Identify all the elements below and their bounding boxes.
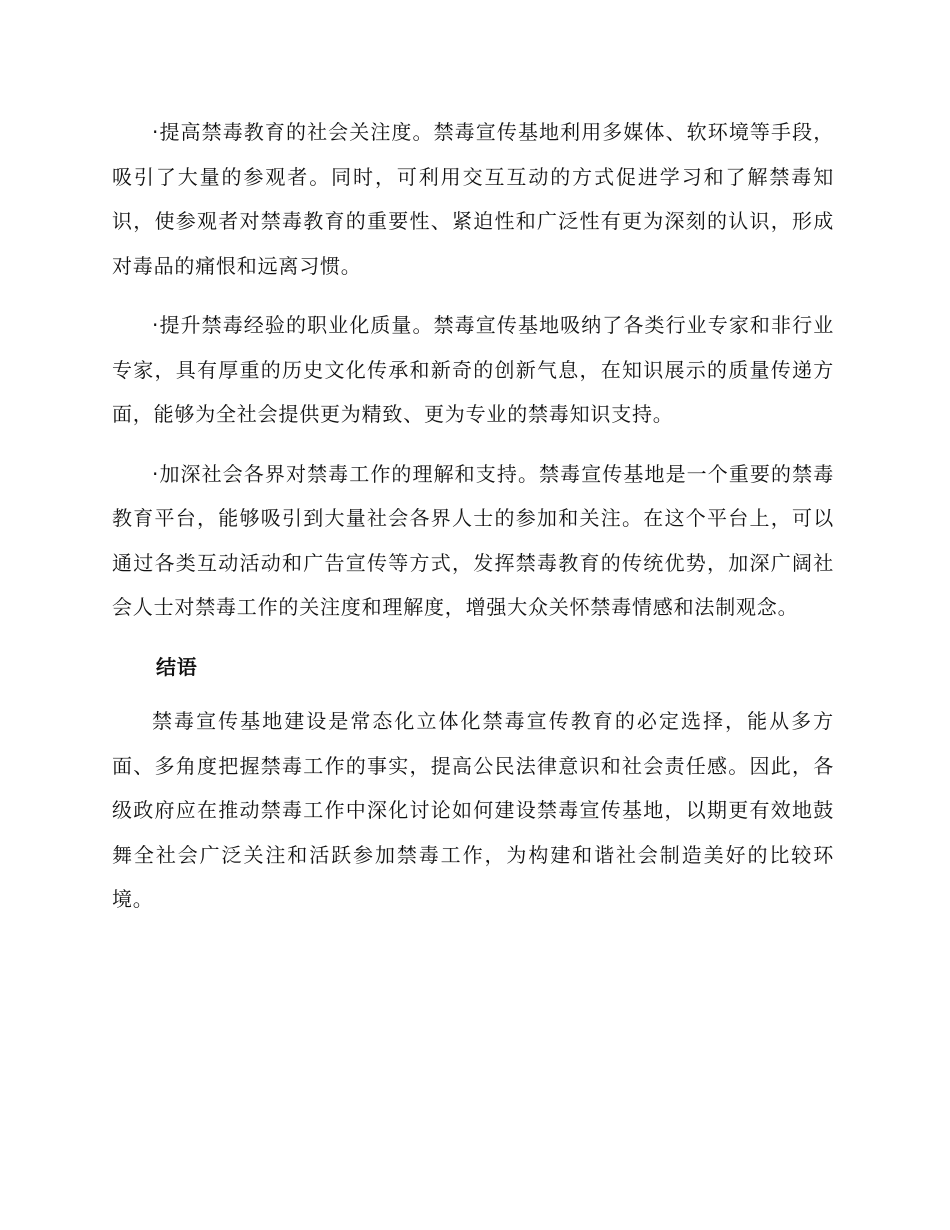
conclusion-paragraph: 禁毒宣传基地建设是常态化立体化禁毒宣传教育的必定选择，能从多方面、多角度把握禁毒工作的事实，提高公民法律意识和社会责任感。因此，各级政府应在推动禁毒工作中深化讨论如何建设禁毒宣传基地，以期更有效地鼓舞全社会广泛关注和活跃参加禁毒工作，为构建和谐社会制造美好的比较环境。 xyxy=(112,709,834,911)
bullet-paragraph-social-attention: ·提高禁毒教育的社会关注度。禁毒宣传基地利用多媒体、软环境等手段，吸引了大量的参观者。同时，可利用交互互动的方式促进学习和了解禁毒知识，使参观者对禁毒教育的重要性、紧迫性和广泛性有更为深刻的认识，形成对毒品的痛恨和远离习惯。 xyxy=(112,120,834,278)
bullet-paragraph-professional-quality: ·提升禁毒经验的职业化质量。禁毒宣传基地吸纳了各类行业专家和非行业专家，具有厚重的历史文化传承和新奇的创新气息，在知识展示的质量传递方面，能够为全社会提供更为精致、更为专业的禁毒知识支持。 xyxy=(112,313,834,426)
conclusion-heading: 结语 xyxy=(156,654,198,679)
bullet-paragraph-public-support: ·加深社会各界对禁毒工作的理解和支持。禁毒宣传基地是一个重要的禁毒教育平台，能够吸引到大量社会各界人士的参加和关注。在这个平台上，可以通过各类互动活动和广告宣传等方式，发挥禁毒教育的传统优势，加深广阔社会人士对禁毒工作的关注度和理解度，增强大众关怀禁毒情感和法制观念。 xyxy=(112,461,834,619)
document-body xyxy=(112,110,834,937)
